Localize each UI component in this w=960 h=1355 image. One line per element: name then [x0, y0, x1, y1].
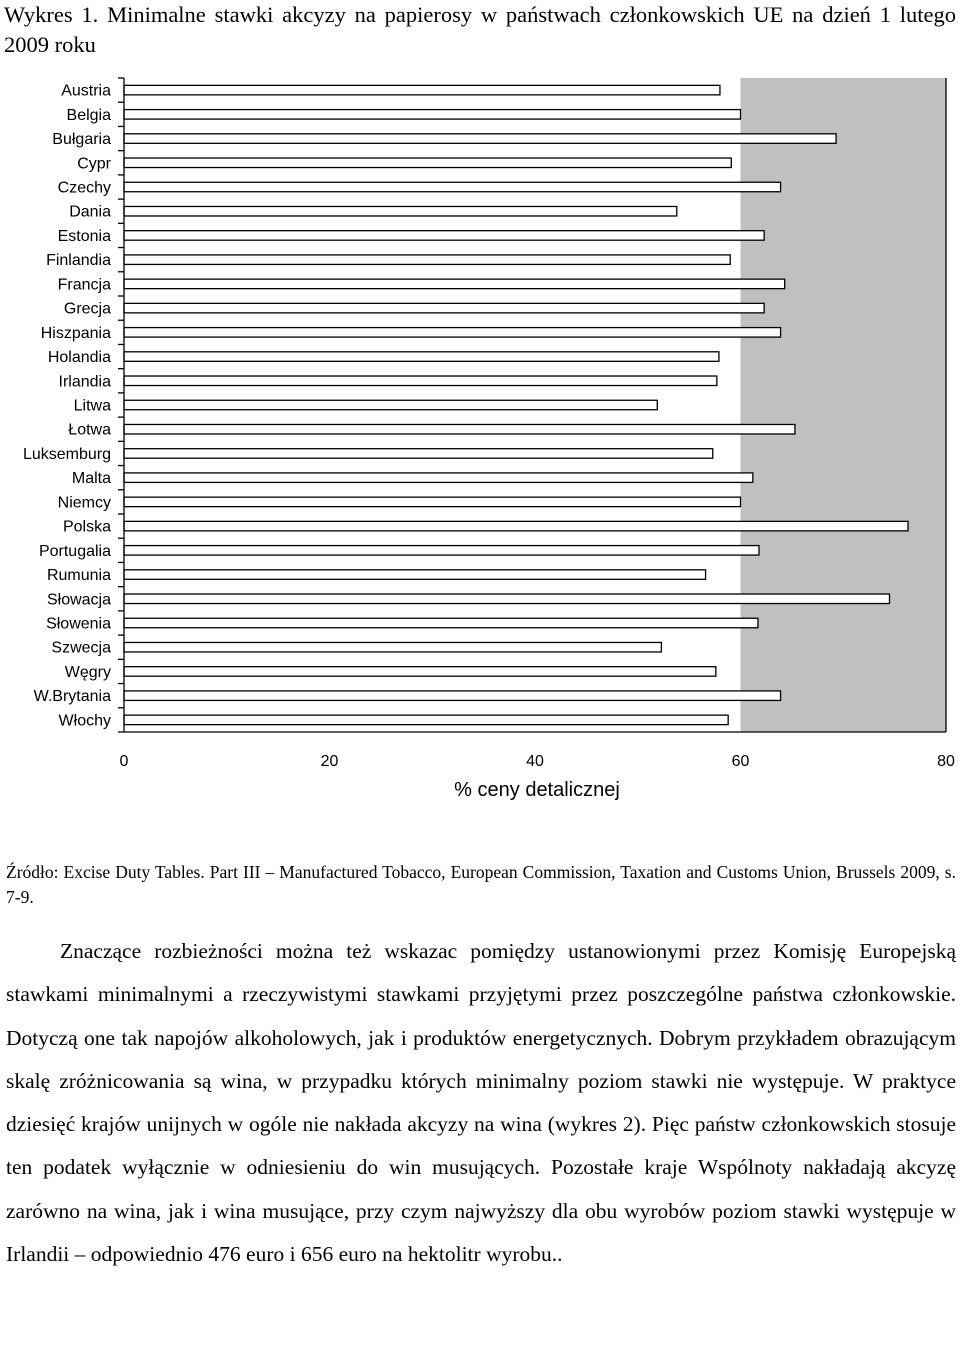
x-tick-label: 40 — [526, 753, 544, 770]
category-label: Austria — [61, 82, 111, 100]
plot-area-grey — [741, 78, 947, 732]
bar — [124, 497, 741, 507]
bar — [124, 85, 720, 95]
category-label: Włochy — [58, 712, 111, 730]
bar — [124, 279, 785, 289]
bar — [124, 424, 795, 434]
category-label: Słowacja — [46, 591, 111, 609]
bar — [124, 618, 758, 628]
category-label: Francja — [57, 276, 111, 294]
x-tick-label: 80 — [937, 753, 955, 770]
x-axis-labels — [120, 753, 955, 770]
category-label: Belgia — [66, 106, 111, 124]
category-label: Finlandia — [46, 252, 111, 270]
x-axis-title: % ceny detalicznej — [454, 779, 620, 801]
bar — [124, 691, 781, 701]
category-label: Malta — [71, 470, 111, 488]
category-label: W.Brytania — [33, 688, 111, 706]
category-label: Węgry — [64, 663, 111, 681]
category-label: Czechy — [57, 179, 111, 197]
category-label: Litwa — [73, 397, 111, 415]
bar — [124, 449, 713, 459]
category-label: Estonia — [57, 227, 111, 245]
bar — [124, 594, 889, 604]
category-label: Łotwa — [68, 421, 111, 439]
category-label: Szwecja — [51, 639, 111, 657]
bar — [124, 352, 719, 362]
bar — [124, 182, 781, 192]
bar — [124, 134, 836, 144]
category-label: Portugalia — [38, 542, 111, 560]
category-label: Polska — [62, 518, 111, 536]
bar — [124, 400, 657, 410]
bar — [124, 110, 741, 120]
bar — [124, 546, 759, 556]
category-label: Grecja — [63, 300, 111, 318]
y-axis — [118, 78, 124, 732]
category-label: Luksemburg — [22, 445, 111, 463]
x-tick-label: 20 — [320, 753, 339, 770]
bar — [124, 473, 753, 483]
category-label: Bułgaria — [52, 131, 111, 149]
category-label: Hiszpania — [40, 324, 111, 342]
bar — [124, 570, 706, 580]
x-tick-label: 0 — [119, 753, 129, 770]
bar — [124, 667, 716, 677]
bar — [124, 328, 781, 338]
x-tick-label: 60 — [731, 753, 750, 770]
category-label: Dania — [69, 203, 111, 221]
body-paragraph: Znaczące rozbieżności można też wskazac pomiędzy ustanowionymi przez Komisję Europejską stawkami minimalnymi a rzeczywistymi stawkami przyjętymi przez poszczególne państwa członkowskie. Dotyczą one tak napojów alkoholowych, jak i produktów energetycznych. Dobrym przykładem obrazującym skalę zróżnicowania są wina, w przypadku których minimalny poziom stawki nie występuje. W praktyce dziesięć krajów unijnych w ogóle nie nakłada akcyzy na wina (wykres 2). Pięc państw członkowskich stosuje ten podatek wyłącznie w odniesieniu do win musujących. Pozostałe kraje Wspólnoty nakładają akcyzę zarówno na wina, jak i wina musujące, przy czym najwyższy dla obu wyrobów poziom stawki występuje w Irlandii – odpowiednio 476 euro i 656 euro na hektolitr wyrobu.. — [6, 939, 956, 1267]
bar — [124, 231, 764, 241]
category-label: Cypr — [77, 155, 111, 173]
category-label: Holandia — [47, 349, 111, 367]
bar — [124, 715, 728, 725]
y-axis-labels — [23, 83, 112, 730]
bar — [124, 255, 730, 265]
bar — [124, 303, 764, 313]
source-note: Źródło: Excise Duty Tables. Part III – Manufactured Tobacco, European Commission, Taxation and Customs Union, Brussels 2009, s. 7-9. — [6, 862, 956, 907]
bar — [124, 521, 908, 531]
category-label: Irlandia — [58, 373, 111, 391]
category-label: Niemcy — [57, 494, 111, 512]
bar — [124, 206, 677, 216]
bar — [124, 376, 717, 386]
category-label: Rumunia — [46, 567, 111, 585]
category-label: Słowenia — [46, 615, 111, 633]
bar — [124, 642, 661, 652]
chart-title: Wykres 1. Minimalne stawki akcyzy na papierosy w państwach członkowskich UE na dzień 1 lutego 2009 roku — [4, 2, 956, 57]
bar — [124, 158, 731, 168]
